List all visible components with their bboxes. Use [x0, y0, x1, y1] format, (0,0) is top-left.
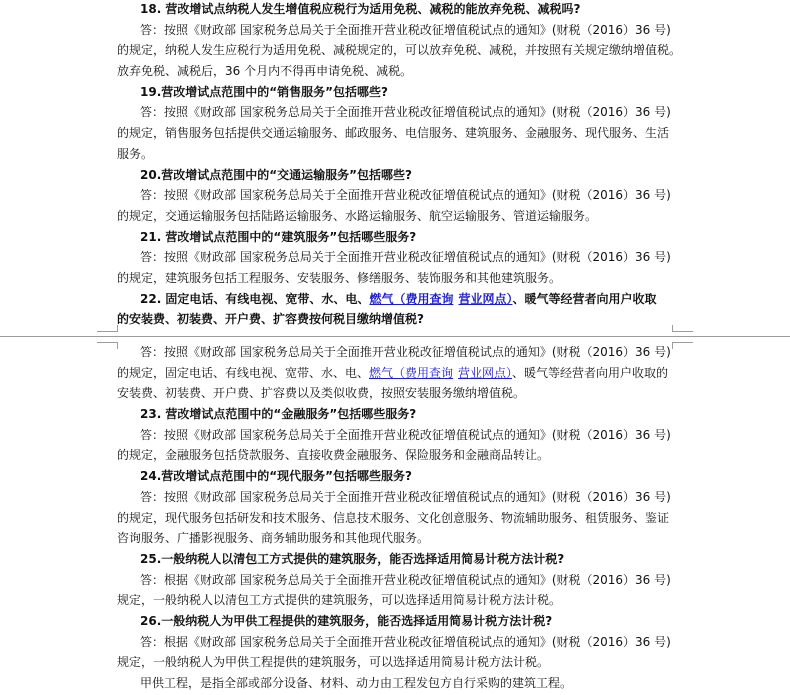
q25-answer-line-2: 规定，一般纳税人以清包工方式提供的建筑服务，可以选择适用简易计税方法计税。: [117, 593, 562, 608]
q21-answer-line-1: 答：按照《财政部 国家税务总局关于全面推开营业税改征增值税试点的通知》(财税（2016）36 号): [140, 250, 671, 265]
q21-title: 21. 营改增试点范围中的“建筑服务”包括哪些服务?: [140, 229, 417, 244]
business-outlet-link[interactable]: 营业网点）: [458, 365, 513, 380]
q20-title: 20.营改增试点范围中的“交通运输服务”包括哪些?: [140, 167, 412, 182]
q26-title: 26.一般纳税人为甲供工程提供的建筑服务，能否选择适用简易计税方法计税?: [140, 613, 553, 628]
q18-title: 18. 营改增试点纳税人发生增值税应税行为适用免税、减税的能放弃免税、减税吗?: [140, 2, 581, 16]
q25-title: 25.一般纳税人以清包工方式提供的建筑服务，能否选择适用简易计税方法计税?: [140, 551, 565, 566]
document-page-2: [117, 342, 677, 694]
q21-answer-line-2: 的规定，建筑服务包括工程服务、安装服务、修缮服务、装饰服务和其他建筑服务。: [117, 270, 562, 285]
q25-answer-line-1: 答：根据《财政部 国家税务总局关于全面推开营业税改征增值税试点的通知》(财税（2016）36 号): [140, 572, 671, 587]
q24-title: 24.营改增试点范围中的“现代服务”包括哪些服务?: [140, 469, 412, 484]
q24-answer-line-2: 的规定，现代服务包括研发和技术服务、信息技术服务、文化创意服务、物流辅助服务、租赁服务、鉴证: [117, 510, 670, 525]
q20-answer-line-1: 答：按照《财政部 国家税务总局关于全面推开营业税改征增值税试点的通知》(财税（2016）36 号): [140, 188, 671, 203]
q22-title-line-1: [117, 289, 677, 310]
q19-title: 19.营改增试点范围中的“销售服务”包括哪些?: [140, 84, 388, 99]
q23-title: 23. 营改增试点范围中的“金融服务”包括哪些服务?: [140, 407, 417, 422]
q22-answer-text-pre: 的规定，固定电话、有线电视、宽带、水、电、: [117, 365, 370, 380]
q19-answer-line-1: 答：按照《财政部 国家税务总局关于全面推开营业税改征增值税试点的通知》(财税（2016）36 号): [140, 105, 671, 120]
q26-answer-line-2: 规定，一般纳税人为甲供工程提供的建筑服务，可以选择适用简易计税方法计税。: [117, 655, 550, 670]
q23-answer-line-1: 答：按照《财政部 国家税务总局关于全面推开营业税改征增值税试点的通知》(财税（2016）36 号): [140, 427, 671, 442]
q20-answer-line-2: 的规定，交通运输服务包括陆路运输服务、水路运输服务、航空运输服务、管道运输服务。: [117, 208, 598, 223]
business-outlet-link[interactable]: 营业网点）: [458, 291, 513, 306]
q24-answer-line-1: 答：按照《财政部 国家税务总局关于全面推开营业税改征增值税试点的通知》(财税（2016）36 号): [140, 489, 671, 504]
q19-answer-line-2: 的规定，销售服务包括提供交通运输服务、邮政服务、电信服务、建筑服务、金融服务、现代服务、生活: [117, 126, 670, 141]
q22-answer-line-3: 安装费、初装费、开户费、扩容费以及类似收费，按照安装服务缴纳增值税。: [117, 386, 526, 401]
page-break-separator: [0, 336, 790, 337]
q19-answer-line-3: 服务。: [117, 146, 154, 161]
page-corner-mark: [672, 325, 693, 332]
gas-fee-query-link[interactable]: 燃气（费用查询: [369, 365, 454, 380]
q22-answer-line-2: [117, 363, 677, 384]
gas-fee-query-link[interactable]: 燃气（费用查询: [369, 291, 454, 306]
q18-answer-line-2: 的规定，纳税人发生应税行为适用免税、减税规定的，可以放弃免税、减税，并按照有关规定缴纳增值税。: [117, 43, 682, 58]
document-page-1: [117, 0, 682, 330]
q22-answer-line-1: 答：按照《财政部 国家税务总局关于全面推开营业税改征增值税试点的通知》(财税（2016）36 号): [140, 345, 671, 359]
page-corner-mark: [97, 342, 118, 349]
q26-answer-line-1: 答：根据《财政部 国家税务总局关于全面推开营业税改征增值税试点的通知》(财税（2016）36 号): [140, 634, 671, 649]
q22-title-text-pre: 22. 固定电话、有线电视、宽带、水、电、: [140, 291, 370, 306]
q26-note: 甲供工程，是指全部或部分设备、材料、动力由工程发包方自行采购的建筑工程。: [140, 676, 573, 690]
q24-answer-line-3: 咨询服务、广播影视服务、商务辅助服务和其他现代服务。: [117, 531, 430, 546]
q18-answer-line-1: 答：按照《财政部 国家税务总局关于全面推开营业税改征增值税试点的通知》(财税（2016）36 号): [140, 22, 671, 37]
q22-title-line-2: 的安装费、初装费、开户费、扩容费按何税目缴纳增值税?: [117, 312, 424, 327]
page-corner-mark: [97, 325, 118, 332]
q22-title-text-post: 、暖气等经营者向用户收取: [512, 291, 657, 306]
q18-answer-line-3: 放弃免税、减税后，36 个月内不得再申请免税、减税。: [117, 64, 413, 79]
q22-answer-text-post: 、暖气等经营者向用户收取的: [512, 365, 669, 380]
q23-answer-line-2: 的规定，金融服务包括贷款服务、直接收费金融服务、保险服务和金融商品转让。: [117, 448, 550, 463]
